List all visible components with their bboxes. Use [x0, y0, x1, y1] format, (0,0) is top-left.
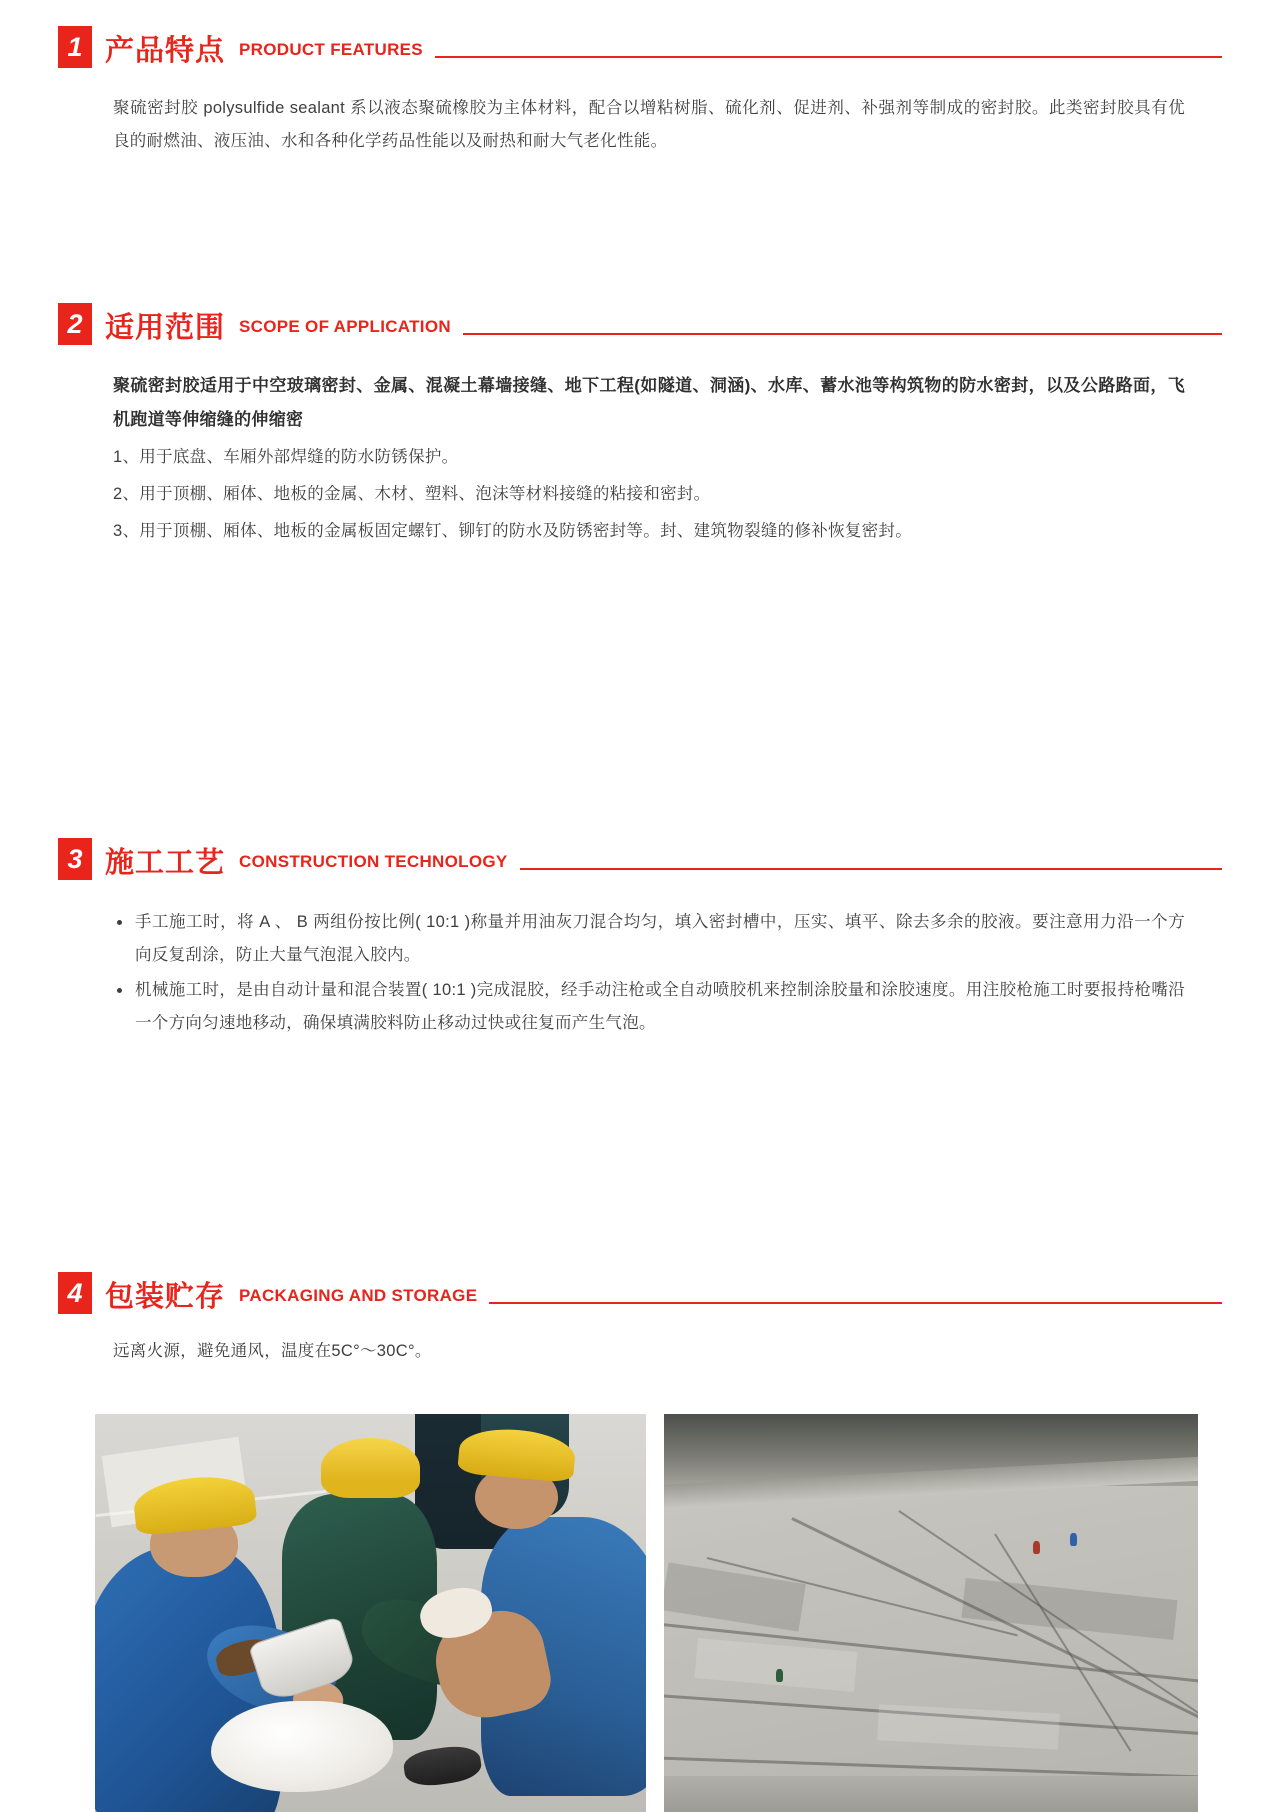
section-title-en: CONSTRUCTION TECHNOLOGY	[239, 852, 508, 871]
photo-concrete-slope-construction	[664, 1414, 1198, 1812]
section-product-features	[0, 26, 1280, 158]
section-title-en: PACKAGING AND STORAGE	[239, 1286, 478, 1305]
worker-figure	[1070, 1533, 1077, 1546]
section-header	[0, 26, 1280, 72]
section-number-badge: 2	[58, 303, 92, 345]
slope-base-strip	[664, 1776, 1198, 1812]
construction-bullet-list	[0, 906, 1280, 1040]
scope-item: 2、用于顶棚、厢体、地板的金属、木材、塑料、泡沫等材料接缝的粘接和密封。	[113, 485, 711, 503]
section-number-badge: 1	[58, 26, 92, 68]
scope-lead-paragraph: 聚硫密封胶适用于中空玻璃密封、金属、混凝土幕墙接缝、地下工程(如隧道、洞涵)、水库、蓄水池等构筑物的防水密封，以及公路路面，飞机跑道等伸缩缝的伸缩密	[113, 376, 1185, 429]
section-body	[0, 369, 1280, 548]
section-divider-rule	[520, 868, 1222, 870]
product-datasheet-page	[0, 26, 1280, 1812]
section-title-cn: 包装贮存	[105, 1281, 226, 1313]
section-construction-technology	[0, 838, 1280, 1040]
section-header	[0, 1272, 1280, 1318]
section-number-badge: 4	[58, 1272, 92, 1314]
paragraph: 远离火源，避免通风，温度在5C°～30C°。	[113, 1342, 432, 1360]
scope-item: 3、用于顶棚、厢体、地板的金属板固定螺钉、铆钉的防水及防锈密封等。封、建筑物裂缝的修补恢复密封。	[113, 522, 913, 540]
scope-item: 1、用于底盘、车厢外部焊缝的防水防锈保护。	[113, 448, 459, 466]
section-header	[0, 838, 1280, 884]
worker-figure	[1033, 1541, 1040, 1554]
list-item: 手工施工时，将 A 、 B 两组份按比例( 10:1 )称量并用油灰刀混合均匀，填入密封槽中，压实、填平、除去多余的胶液。要注意用力沿一个方向反复刮涂，防止大量气泡混入胶内。	[135, 906, 1185, 972]
section-body	[0, 1335, 1280, 1368]
section-divider-rule	[463, 333, 1222, 335]
section-title-cn: 适用范围	[105, 312, 226, 344]
section-scope-of-application	[0, 303, 1280, 548]
section-title-en: SCOPE OF APPLICATION	[239, 317, 451, 336]
sealant-material-pile	[211, 1701, 393, 1793]
photo-workers-mixing-sealant	[95, 1414, 646, 1812]
list-item: 机械施工时，是由自动计量和混合装置( 10:1 )完成混胶，经手动注枪或全自动喷胶机来控制涂胶量和涂胶速度。用注胶枪施工时要报持枪嘴沿一个方向匀速地移动，确保填满胶料防止移动过快或往复而产生气泡。	[135, 974, 1185, 1040]
section-packaging-and-storage	[0, 1272, 1280, 1368]
section-title-cn: 产品特点	[105, 35, 226, 67]
worker-figure	[776, 1669, 783, 1682]
section-number-badge: 3	[58, 838, 92, 880]
section-header	[0, 303, 1280, 349]
section-body	[0, 92, 1280, 158]
hard-hat-icon	[321, 1438, 420, 1498]
photo-gallery	[0, 1414, 1280, 1812]
section-title-en: PRODUCT FEATURES	[239, 40, 423, 59]
paragraph: 聚硫密封胶 polysulfide sealant 系以液态聚硫橡胶为主体材料，配合以增粘树脂、硫化剂、促进剂、补强剂等制成的密封胶。此类密封胶具有优良的耐燃油、液压油、水和各种化学药品性能以及耐热和耐大气老化性能。	[113, 99, 1185, 150]
section-divider-rule	[435, 56, 1222, 58]
section-divider-rule	[489, 1302, 1222, 1304]
section-title-cn: 施工工艺	[105, 847, 226, 879]
